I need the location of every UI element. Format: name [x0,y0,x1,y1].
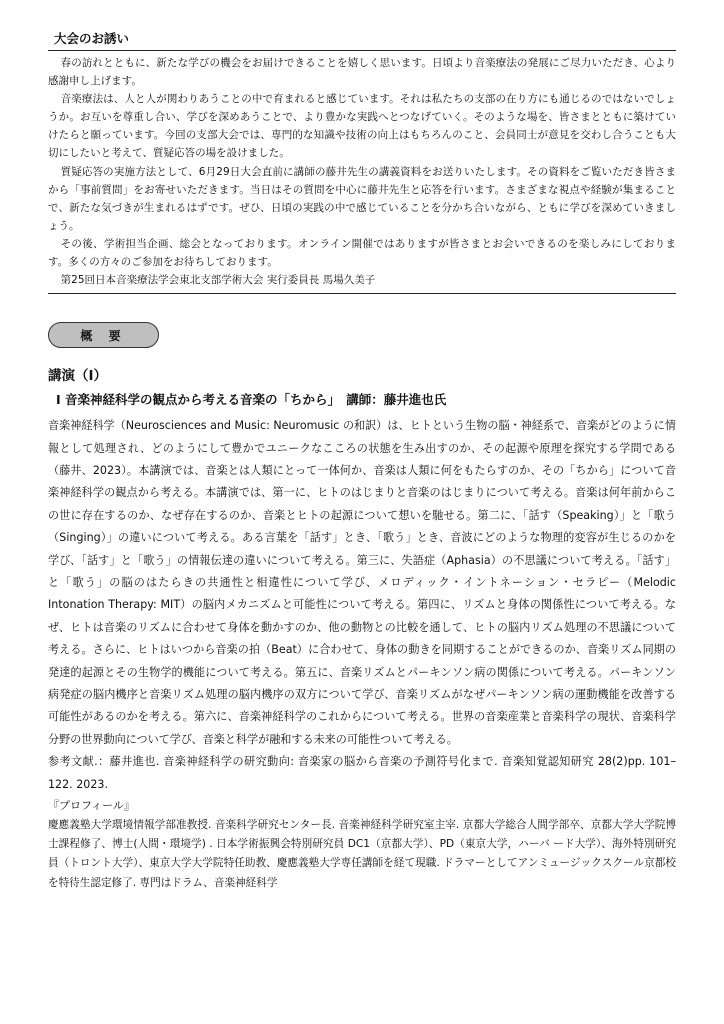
lecture-heading: 講演（Ⅰ） [48,368,108,385]
invitation-paragraph: 音楽療法は、人と人が関わりあうことの中で育まれると感じています。それは私たちの支部の在り方にも通じるのではないでしょうか。お互いを尊重し合い、学びを深めあうことで、より豊かな実践へとつなげていく。そのような場を、皆さまとともに築けていけたらと願っています。今回の支部大会では、専門的な知識や技術の向上はもちろんのこと、会員同士が意見を交わし合うことも大切にしたいと考えて、質疑応答の場を設けました。 [48,93,676,160]
profile-text: 慶應義塾大学環境情報学部准教授. 音楽科学研究センター長. 音楽神経科学研究室主宰. 京都大学総合人間学部卒、京都大学大学院博 士課程修了、博士(人間・環境学) . 日本学術振興会特別研究員 DC1（京都大学）、PD（東京大学，ハーバ ード大学）、海外特別研究員（トロント大学）、東京大学大学院特任助教、慶應義塾大学専任講師を経て現職. ドラマーとしてアンミュージックスクール京都校を特待生認定修了. 専門はドラム、音楽神経科学 [48,819,676,889]
overview-label-text: 概 要 [80,328,127,343]
document-page [48,30,676,893]
reference-text: 参考文献.：藤井進也. 音楽神経科学の研究動向: 音楽家の脳から音楽の予測符号化まで. 音楽知覚認知研究 28(2)pp. 101–122. 2023. [48,755,676,791]
profile-label: 『プロフィール』 [48,799,135,813]
invitation-paragraph: 春の訪れとともに、新たな学びの機会をお届けできることを嬉しく思います。日頃より音楽療法の発展にご尽力いただき、心より感謝申し上げます。 [48,57,676,88]
lecture-abstract [48,415,676,796]
lecture-title: Ⅰ 音楽神経科学の観点から考える音楽の「ちから」 講師：藤井進也氏 [56,392,447,408]
invitation-signature: 第25回日本音楽療法学会東北支部学術大会 実行委員長 馬場久美子 [60,274,376,287]
abstract-text: 音楽神経科学（Neurosciences and Music: Neuromusic の和訳）は、ヒトという生物の脳・神経系で、音楽がどのように情報として処理され、どのようにして豊かでユニークなこころの状態を生み出すのか、その起源や原理を探究する学問である（藤井、2023）。本講演では、音楽とは人類にとって一体何か、音楽は人類に何をもたらすのか、その「ちから」について音楽神経科学の観点から考える。本講演では、第一に、ヒトのはじまりと音楽のはじまりについて考える。音楽は何年前からこの世に存在するのか、なぜ存在するのか、音楽とヒトの起源について想いを馳せる。第二に、「話す（Speaking）」と「歌う（Singing）」の違いについて考える。ある言葉を「話す」とき、「歌う」とき、音波にどのような物理的変容が生じるのかを学び、「話す」と「歌う」の情報伝達の違いについて考える。第三に、失語症（Aphasia）の不思議について考える。「話す」と「歌う」の脳のはたらきの共通性と相違性について学び、メロディック・イントネーション・セラピー（Melodic Intonation Therapy: MIT）の脳内メカニズムと可能性について考える。第四に、リズムと身体の関係性について考える。なぜ、ヒトは音楽のリズムに合わせて身体を動かすのか、他の動物との比較を通して、ヒトの脳内リズム処理の不思議について考える。さらに、ヒトはいつから音楽の拍（Beat）に合わせて、身体の動きを同期することができるのか、音楽リズム同期の発達的起源とその生物学的機能について考える。第五に、音楽リズムとパーキンソン病の関係について考える。パーキンソン病発症の脳内機序と音楽リズム処理の脳内機序の双方について学び、音楽リズムがなぜパーキンソン病の運動機能を改善する可能性があるのかを考える。第六に、音楽神経科学のこれからについて考える。世界の音楽産業と音楽科学の現状、音楽科学分野の世界動向について学び、音楽と科学が融和する未来の可能性ついて考える。 [48,419,676,746]
overview-section-label [48,322,159,348]
invitation-paragraph: 質疑応答の実施方法として、6月29日大会直前に講師の藤井先生の講義資料をお送りいたします。その資料をご覧いただき皆さまから「事前質問」をお寄せいただきます。当日はその質問を中心に藤井先生と応答を行います。さまざまな視点や経験が集まることで、新たな気づきが生まれるはずです。ぜひ、日頃の実践の中で感じていることを分かち合いながら、ともに学びを深めていきましょう。 [48,165,676,232]
invitation-box [48,50,676,294]
invitation-paragraph: その後、学術担当企画、総会となっております。オンライン開催ではありますが皆さまとお会いできるのを楽しみにしております。多くの方々のご参加をお待ちしております。 [48,237,676,269]
invitation-title: 大会のお誘い [54,31,130,46]
